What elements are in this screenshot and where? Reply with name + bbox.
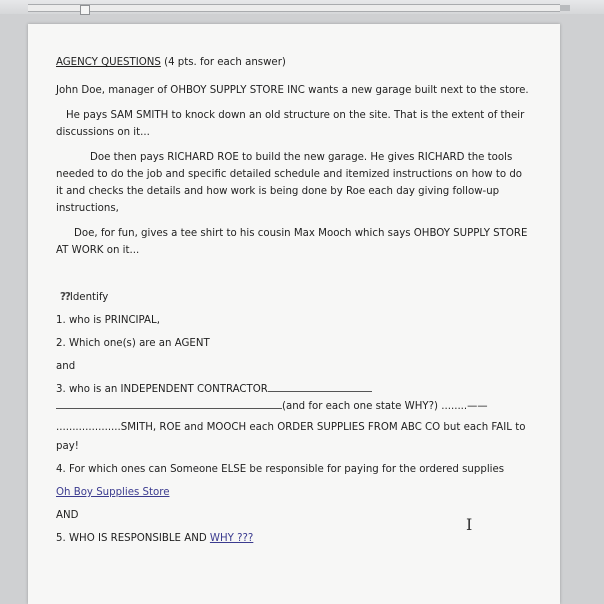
identify-label: Identify bbox=[69, 292, 109, 303]
paragraph-1: John Doe, manager of OHBOY SUPPLY STORE INC wants a new garage built next to the store. bbox=[56, 85, 529, 96]
question-2: 2. Which one(s) are an AGENT bbox=[56, 338, 210, 349]
ruler-indent-marker-icon[interactable] bbox=[80, 5, 90, 15]
question-5: 5. WHO IS RESPONSIBLE AND bbox=[56, 533, 210, 544]
question-3-why: (and for each one state WHY?) ........—— bbox=[282, 401, 488, 412]
question-3-continued: ....................SMITH, ROE and MOOCH each ORDER SUPPLIES FROM ABC CO but each FAIL to bbox=[56, 422, 526, 433]
paragraph-3-line-2: needed to do the job and specific detailed schedule and itemized instructions on how to do bbox=[56, 169, 523, 180]
question-3-pay: pay! bbox=[56, 441, 79, 452]
question-3: 3. who is an INDEPENDENT CONTRACTOR bbox=[56, 384, 268, 395]
question-4: 4. For which ones can Someone ELSE be responsible for paying for the ordered supplies bbox=[56, 464, 505, 475]
answer-link[interactable]: Oh Boy Supplies Store bbox=[56, 487, 170, 498]
question-5-line bbox=[56, 530, 536, 547]
question-3-line bbox=[56, 381, 536, 398]
paragraph-2-line-2: discussions on it... bbox=[56, 127, 150, 138]
paragraph-4-line-1: Doe, for fun, gives a tee shirt to his cousin Max Mooch which says OHBOY SUPPLY STORE bbox=[74, 228, 528, 239]
document-heading: AGENCY QUESTIONS bbox=[56, 57, 161, 68]
heading-points: (4 pts. for each answer) bbox=[160, 57, 286, 68]
question-3-why-line bbox=[56, 398, 536, 415]
paragraph-3-line-3: it and checks the details and how work is being done by Roe each day giving follow-up bbox=[56, 186, 500, 197]
answer-blank-contractor[interactable] bbox=[268, 381, 372, 392]
horizontal-ruler[interactable] bbox=[28, 4, 560, 12]
document-body[interactable] bbox=[56, 54, 536, 547]
identify-marks: ?? bbox=[60, 292, 70, 303]
paragraph-3-line-4: instructions, bbox=[56, 203, 119, 214]
answer-blank-why[interactable] bbox=[56, 398, 282, 409]
paragraph-4-line-2: AT WORK on it... bbox=[56, 245, 140, 256]
paragraph-3-line-1: Doe then pays RICHARD ROE to build the new garage. He gives RICHARD the tools bbox=[90, 152, 513, 163]
question-5-why-link[interactable]: WHY ??? bbox=[209, 533, 254, 544]
and-separator-1: and bbox=[56, 361, 76, 372]
heading-line bbox=[56, 54, 536, 71]
ruler-right-margin-icon[interactable] bbox=[560, 5, 570, 11]
ruler-toolbar bbox=[0, 0, 604, 14]
document-page[interactable] bbox=[28, 24, 560, 604]
and-separator-2: AND bbox=[56, 510, 79, 521]
paragraph-2-line-1: He pays SAM SMITH to knock down an old structure on the site. That is the extent of their bbox=[66, 110, 525, 121]
text-cursor-icon: I bbox=[466, 515, 473, 534]
answer-line bbox=[56, 484, 536, 501]
identify-line bbox=[56, 289, 536, 306]
question-1: 1. who is PRINCIPAL, bbox=[56, 315, 160, 326]
